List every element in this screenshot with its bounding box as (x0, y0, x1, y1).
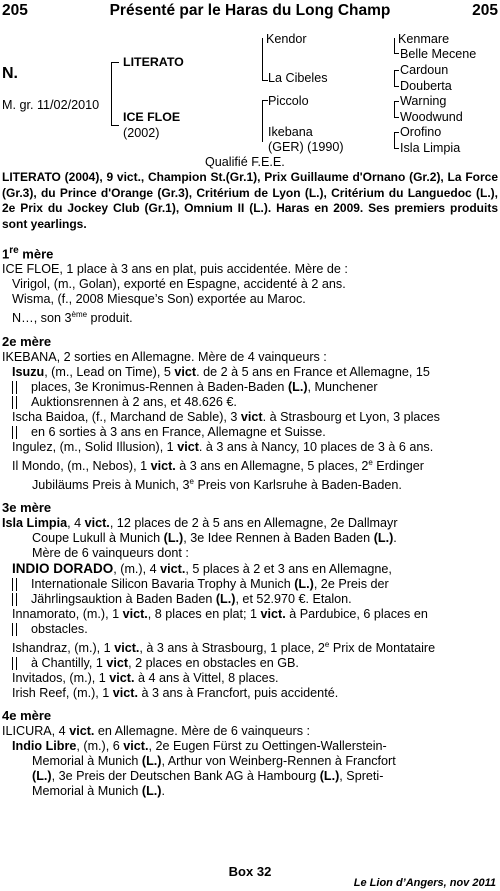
family-body (2, 243, 498, 799)
produce-line: Il Mondo, (m., Nebos), 1 vict. à 3 ans en Allemagne, 5 places, 2e Erdinger (12, 457, 424, 473)
qualified-label: Qualifié F.E.E. (205, 155, 285, 169)
pedigree-tick (394, 148, 399, 149)
produce-line: Invitados, (m.), 1 vict. à 4 ans à Vittel, 8 places. (12, 671, 279, 686)
consignor-title: Présenté par le Haras du Long Champ (109, 1, 391, 19)
produce-line: N…, son 3ème produit. (12, 310, 133, 326)
produce-line: Wisma, (f., 2008 Miesque’s Son) exportée au Maroc. (12, 292, 306, 307)
produce-line: Mère de 6 vainqueurs dont : (32, 545, 189, 560)
dam-dam-origin: (GER) (1990) (268, 140, 344, 154)
lot-number-left: 205 (2, 1, 28, 19)
pedigree-bracket-5 (394, 70, 395, 87)
fourth-dam-heading: 4e mère (2, 708, 52, 724)
sire-name: LITERATO (123, 55, 184, 69)
produce-line: à Chantilly, 1 vict, 2 places en obstacles en GB. (2, 656, 498, 671)
horse-description: M. gr. 11/02/2010 (2, 98, 100, 112)
sale-place-date: Le Lion d’Angers, nov 2011 (353, 877, 496, 889)
produce-line: Virigol, (m., Golan), exporté en Espagne, accidenté à 2 ans. (12, 277, 346, 292)
sire-summary: LITERATO (2004), 9 vict., Champion St.(Gr.1), Prix Guillaume d'Ornano (Gr.2), La Force (Gr.3), du Prince d'Orange (Gr.3), Critérium de Lyon (L.), Critérium du Languedoc (L.), 2e Prix du Jockey Club (Gr.1), Omnium II (L.). Haras en 2009. Ses premiers produits sont yearlings. (2, 170, 498, 231)
ancestor-6: Woodwund (400, 110, 463, 124)
pedigree-tick (394, 53, 399, 54)
produce-line: obstacles. (2, 622, 498, 637)
produce-line: Memorial à Munich (L.), Arthur von Weinberg-Rennen à Francfort (32, 754, 396, 769)
produce-line: Internationale Silicon Bavaria Trophy à Munich (L.), 2e Preis der (2, 577, 498, 592)
pedigree-bracket-4 (394, 38, 395, 54)
pedigree-tick (394, 117, 399, 118)
produce-line: Jubiläums Preis à Munich, 3e Preis von Karlsruhe à Baden-Baden. (32, 476, 402, 492)
lot-number-right: 205 (472, 1, 498, 19)
ancestor-8: Isla Limpia (400, 141, 461, 155)
pedigree-tick (394, 86, 399, 87)
produce-line: Auktionsrennen à 2 ans, et 48.626 €. (2, 395, 498, 410)
produce-line: Isuzu, (m., Lead on Time), 5 vict. de 2 à 5 ans en France et Allemagne, 15 (12, 364, 430, 379)
first-dam-heading: 1re mère (2, 245, 54, 262)
horse-name: N. (2, 65, 18, 82)
sire-dam: La Cibeles (268, 71, 328, 85)
pedigree-bracket-1 (111, 62, 112, 126)
box-number: Box 32 (228, 864, 272, 879)
pedigree-tick (111, 125, 119, 126)
ancestor-2: Belle Mecene (400, 47, 477, 61)
page-header (2, 0, 498, 20)
pedigree-bracket-7 (394, 132, 395, 149)
produce-line: INDIO DORADO, (m.), 4 vict., 5 places à 2 et 3 ans en Allemagne, (12, 560, 392, 576)
produce-line: Ishandraz, (m.), 1 vict., à 3 ans à Strasbourg, 1 place, 2e Prix de Montataire (12, 639, 436, 656)
produce-line: Indio Libre, (m.), 6 vict., 2e Eugen Fürst zu Oettingen-Wallerstein- (12, 739, 387, 754)
produce-line: Ingulez, (m., Solid Illusion), 1 vict. à 3 ans à Nancy, 10 places de 3 à 6 ans. (12, 439, 434, 454)
third-dam-intro: Isla Limpia, 4 vict., 12 places de 2 à 5 ans en Allemagne, 2e Dallmayr (2, 515, 398, 530)
ancestor-5: Warning (400, 94, 447, 108)
ancestor-7: Orofino (400, 125, 442, 139)
fourth-dam-intro: ILICURA, 4 vict. en Allemagne. Mère de 6 vainqueurs : (2, 724, 311, 739)
produce-line: en 6 sorties à 3 ans en France, Allemagne et Suisse. (2, 425, 498, 440)
second-dam-intro: IKEBANA, 2 sorties en Allemagne. Mère de 4 vainqueurs : (2, 349, 327, 364)
dam-name: ICE FLOE (123, 110, 181, 124)
pedigree-tick (111, 62, 119, 63)
produce-line: Memorial à Munich (L.). (32, 784, 165, 799)
produce-line: Ischa Baidoa, (f., Marchand de Sable), 3 vict. à Strasbourg et Lyon, 3 places (12, 409, 440, 424)
pedigree-tick (394, 70, 399, 71)
third-dam-heading: 3e mère (2, 499, 52, 515)
produce-line: Jährlingsauktion à Baden Baden (L.), et 52.970 €. Etalon. (2, 592, 498, 607)
pedigree-bracket-6 (394, 101, 395, 118)
pedigree-bracket-2 (262, 38, 263, 81)
first-dam-intro: ICE FLOE, 1 place à 3 ans en plat, puis accidentée. Mère de : (2, 262, 348, 277)
page-footer (0, 864, 500, 890)
produce-line: Irish Reef, (m.), 1 vict. à 3 ans à Francfort, puis accidenté. (12, 686, 339, 701)
pedigree-tick (394, 132, 399, 133)
produce-line: Innamorato, (m.), 1 vict., 8 places en plat; 1 vict. à Pardubice, 6 places en (12, 606, 428, 621)
produce-line: (L.), 3e Preis der Deutschen Bank AG à Hambourg (L.), Spreti- (32, 769, 384, 784)
dam-sire: Piccolo (268, 94, 309, 108)
dam-year: (2002) (123, 126, 160, 140)
pedigree-bracket-3 (262, 100, 263, 142)
pedigree-tick (394, 101, 399, 102)
second-dam-heading: 2e mère (2, 333, 52, 349)
produce-line: Coupe Lukull à Munich (L.), 3e Idee Rennen à Baden Baden (L.). (32, 530, 397, 545)
dam-dam: Ikebana (268, 125, 313, 139)
ancestor-3: Cardoun (400, 63, 449, 77)
ancestor-1: Kenmare (398, 32, 450, 46)
sire-sire: Kendor (266, 32, 307, 46)
ancestor-4: Douberta (400, 79, 452, 93)
produce-line: places, 3e Kronimus-Rennen à Baden-Baden (L.), Munchener (2, 380, 498, 395)
